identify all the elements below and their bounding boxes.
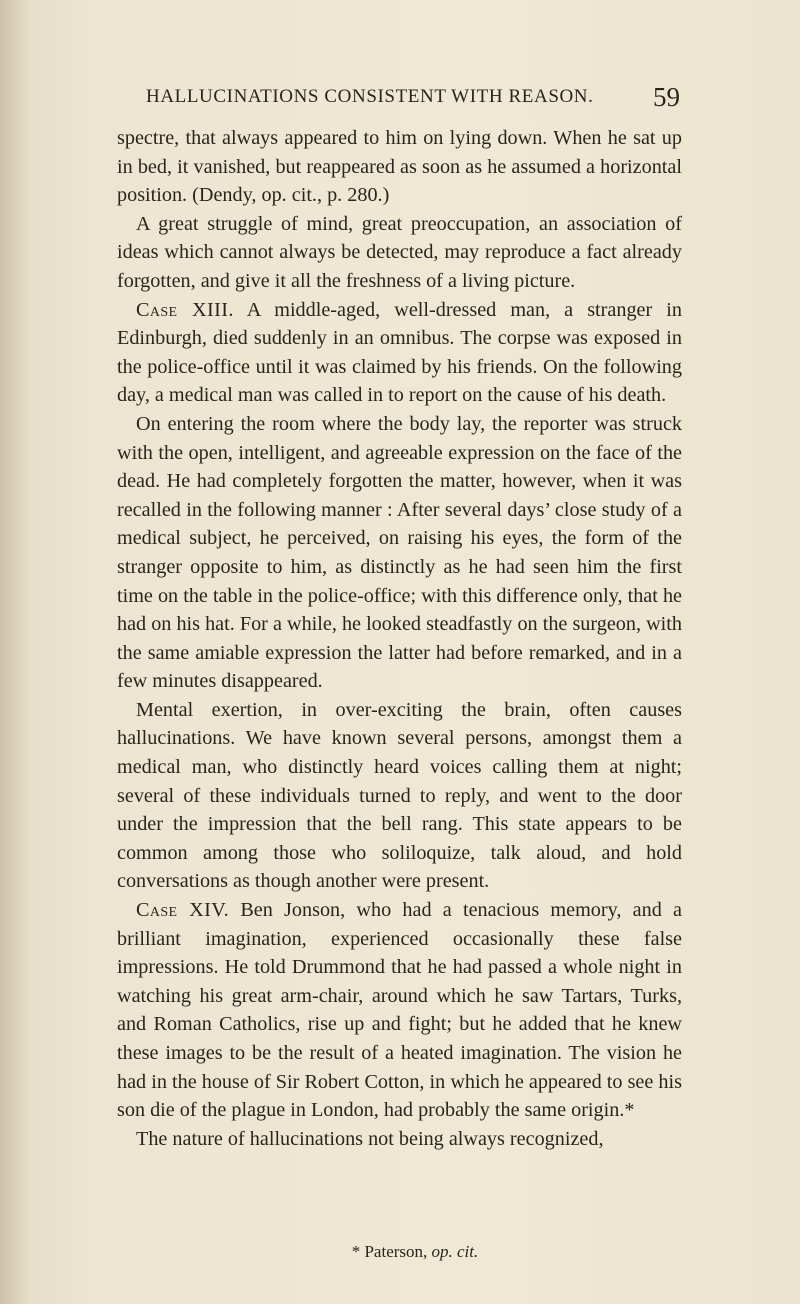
paragraph-3-text: A middle-aged, well-dressed man, a stranger in Edinburgh, died suddenly in an omnibus. The corpse was exposed in the police-office until it was claimed by his friends. On the following day, a medical man was called in to report on the cause of his death.	[117, 298, 682, 407]
paragraph-3	[117, 296, 682, 410]
running-head	[110, 82, 680, 116]
paragraph-2: A great struggle of mind, great preoccupation, an association of ideas which cannot always be detected, may reproduce a fact already forgotten, and give it all the freshness of a living picture.	[117, 212, 682, 292]
paragraph-6	[117, 896, 682, 1125]
paragraph-1: spectre, that always appeared to him on lying down. When he sat up in bed, it vanished, but reappeared as soon as he assumed a horizontal position. (Dendy, op. cit., p. 280.)	[117, 127, 682, 207]
footnote-marker: *	[351, 1242, 361, 1261]
spine-shadow	[0, 0, 30, 1304]
page-number: 59	[653, 82, 680, 112]
paragraph-6-text: Ben Jonson, who had a tenacious memory, and a brilliant imagination, experienced occasionally these false impressions. He told Drummond that he had passed a whole night in watching his great arm-chair, around which he saw Tartars, Turks, and Roman Catholics, rise up and fight; but he added that he knew these images to be the result of a heated imagination. The vision he had in the house of Sir Robert Cotton, in which he appeared to see his son die of the plague in London, had probably the same origin.*	[117, 899, 683, 1122]
paragraph-5: Mental exertion, in over-exciting the brain, often causes hallucinations. We have known several persons, amongst them a medical man, who distinctly heard voices calling them at night; several of these individuals turned to reply, and went to the door under the impression that the bell rang. This state appears to be common among those who soliloquize, talk aloud, and hold conversations as though another were present.	[117, 698, 682, 893]
footnote	[0, 1242, 800, 1262]
footnote-author: Paterson,	[364, 1242, 428, 1261]
case-heading-14: Case XIV.	[136, 899, 230, 922]
paragraph-4: On entering the room where the body lay, the reporter was struck with the open, intelligent, and agreeable expression on the face of the dead. He had completely forgotten the matter, however, when it was recalled in the following manner : After several days’ close study of a medical subject, he perceived, on raising his eyes, the form of the stranger opposite to him, as distinctly as he had seen him the first time on the table in the police-office; with this difference only, that he had on his hat. For a while, he looked steadfastly on the surgeon, with the same amiable expression the latter had before remarked, and in a few minutes disappeared.	[117, 412, 682, 693]
footnote-reference: op. cit.	[431, 1242, 479, 1261]
body-text	[117, 124, 682, 1153]
case-heading-13: Case XIII.	[136, 298, 234, 321]
running-title: HALLUCINATIONS CONSISTENT WITH REASON.	[146, 86, 594, 107]
paragraph-7: The nature of hallucinations not being always recognized,	[136, 1127, 604, 1150]
